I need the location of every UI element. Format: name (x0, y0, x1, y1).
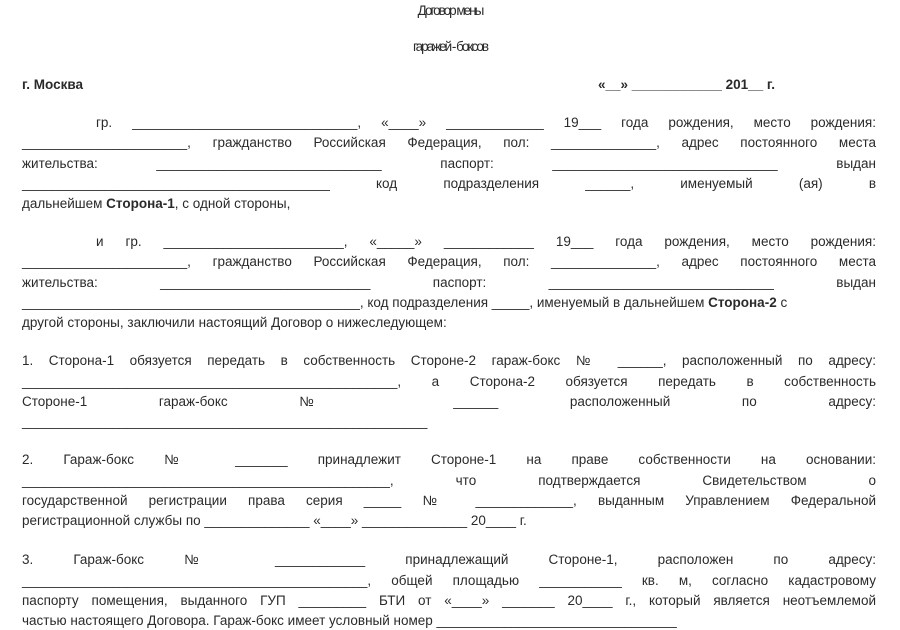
party1-line-1: гр. ______________________________, «____» _____________ 19___ года рождения, место рождения: (96, 115, 876, 130)
party1-role: Сторона-1 (106, 196, 175, 211)
party1-line-5 (22, 196, 290, 212)
clause3-line-2: ______________________________________________, общей площадью ___________ кв. м, согласно кадастровому (22, 573, 876, 588)
clause3-line-4: частью настоящего Договора. Гараж-бокс имеет условный номер ________________________________ (22, 613, 677, 628)
document-title: Договор мены (417, 3, 483, 18)
city: г. Москва (22, 77, 83, 92)
contract-date: «__» ____________ 201__ г. (598, 77, 775, 92)
party1-line-4: _________________________________________ код подразделения ______, именуемый (ая) в (22, 176, 876, 191)
party1-line-5-pre: дальнейшем (22, 196, 107, 211)
party2-line-4-pre: _____________________________________________, код подразделения _____, именуемый в дальнейшем (22, 295, 709, 310)
clause3-line-1: 3. Гараж-бокс № ____________ принадлежащий Стороне-1, расположен по адресу: (22, 552, 876, 567)
party2-line-1: и гр. ________________________, «_____» ____________ 19___ года рождения, место рождения: (96, 234, 876, 249)
clause2-line-1: 2. Гараж-бокс № _______ принадлежит Стороне-1 на праве собственности на основании: (22, 452, 876, 467)
party2-line-4 (22, 295, 787, 311)
party2-line-4-post: с (776, 295, 788, 310)
party1-line-3: жительства: ______________________________ паспорт: ______________________________ выдан (22, 156, 876, 171)
clause1-line-2: __________________________________________________, а Сторона-2 обязуется передать в собственность (22, 374, 876, 389)
clause2-line-2: _________________________________________________, что подтверждается Свидетельством о (22, 473, 876, 488)
clause3-line-3: паспорту помещения, выданного ГУП _________ БТИ от «____» _______ 20____ г., который является неотъемлемой (22, 593, 876, 608)
document-subtitle: гаражей - боксов (412, 39, 488, 54)
party2-line-5: другой стороны, заключили настоящий Договор о нижеследующем: (22, 315, 447, 330)
clause1-line-4: ______________________________________________________ (22, 414, 428, 429)
clause1-line-3: Стороне-1 гараж-бокс № ______ расположенный по адресу: (22, 394, 876, 409)
clause1-line-1: 1. Сторона-1 обязуется передать в собственность Стороне-2 гараж-бокс № ______, расположенный по адресу: (22, 353, 876, 368)
party2-line-3: жительства: ____________________________ паспорт: ______________________________ выдан (22, 275, 876, 290)
party2-role: Сторона-2 (708, 295, 777, 310)
party1-line-5-post: , с одной стороны, (174, 196, 291, 211)
clause2-line-4: регистрационной службы по ______________ «____» ______________ 20____ г. (22, 513, 527, 528)
clause2-line-3: государственной регистрации права серия _____ № _____________, выданным Управлением Федеральной (22, 493, 876, 508)
party2-line-2: ______________________, гражданство Российская Федерация, пол: ______________, адрес постоянного места (22, 254, 876, 269)
party1-line-2: ______________________, гражданство Российская Федерация, пол: ______________, адрес постоянного места (22, 135, 876, 150)
